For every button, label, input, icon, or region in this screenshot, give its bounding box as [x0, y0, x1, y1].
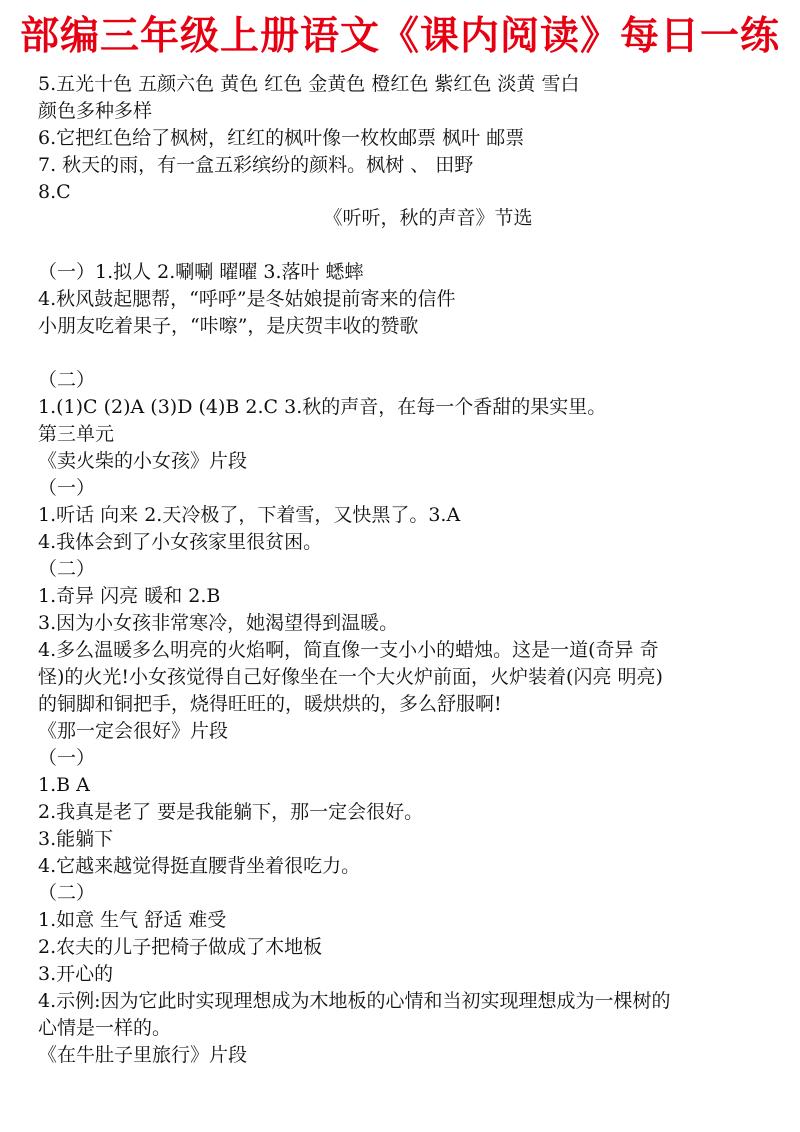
answer-line: （二） [38, 882, 96, 904]
section-heading: 《卖火柴的小女孩》片段 [38, 450, 248, 472]
answer-line: 7. 秋天的雨，有一盒五彩缤纷的颜料。枫树 、 田野 [38, 154, 474, 176]
answer-line: 2.我真是老了 要是我能躺下，那一定会很好。 [38, 801, 424, 823]
answer-line: 颜色多种多样 [38, 100, 153, 122]
answer-line: 1.(1)C (2)A (3)D (4)B 2.C 3.秋的声音，在每一个香甜的果实里。 [38, 396, 607, 418]
answer-line: 8.C [38, 181, 71, 203]
answer-line: （一）1.拟人 2.唰唰 曜曜 3.落叶 蟋蟀 [38, 261, 364, 283]
answer-line: （一） [38, 477, 96, 499]
answer-line: 4.多么温暖多么明亮的火焰啊，简直像一支小小的蜡烛。这是一道(奇异 奇 [38, 639, 659, 661]
answer-line: 3.因为小女孩非常寒冷，她渴望得到温暖。 [38, 612, 399, 634]
answer-line: 4.我体会到了小女孩家里很贫困。 [38, 531, 323, 553]
answer-line: 心情是一样的。 [38, 1017, 172, 1039]
answer-line: 4.秋风鼓起腮帮，“呼呼”是冬姑娘提前寄来的信件 [38, 288, 456, 310]
answer-line: 3.能躺下 [38, 828, 114, 850]
answer-line: 小朋友吃着果子，“咔嚓”，是庆贺丰收的赞歌 [38, 315, 419, 337]
document-title: 部编三年级上册语文《课内阅读》每日一练 [19, 13, 780, 59]
answer-line: 4.它越来越觉得挺直腰背坐着很吃力。 [38, 855, 361, 877]
answer-line: 1.B A [38, 774, 90, 796]
answer-line: （二） [38, 558, 96, 580]
answer-line: 怪)的火光!小女孩觉得自己好像坐在一个大火炉前面，火炉装着(闪亮 明亮) [38, 666, 663, 688]
answer-line: 3.开心的 [38, 963, 114, 985]
answer-line: （一） [38, 747, 96, 769]
answer-line: 6.它把红色给了枫树，红红的枫叶像一枚枚邮票 枫叶 邮票 [38, 127, 525, 149]
answer-line: 4.示例:因为它此时实现理想成为木地板的心情和当初实现理想成为一棵树的 [38, 990, 671, 1012]
section-heading: 《在牛肚子里旅行》片段 [38, 1044, 248, 1066]
answer-line: 的铜脚和铜把手，烧得旺旺的，暖烘烘的，多么舒服啊! [38, 693, 502, 715]
answer-line: 1.奇异 闪亮 暖和 2.B [38, 585, 221, 607]
answer-line: 5.五光十色 五颜六色 黄色 红色 金黄色 橙红色 紫红色 淡黄 雪白 [38, 73, 580, 95]
section-heading: 《听听，秋的声音》节选 [323, 207, 533, 229]
answer-line: 2.农夫的儿子把椅子做成了木地板 [38, 936, 323, 958]
section-heading: 《那一定会很好》片段 [38, 720, 229, 742]
answer-line: 1.如意 生气 舒适 难受 [38, 909, 227, 931]
answer-line: 1.听话 向来 2.天冷极了，下着雪，又快黑了。3.A [38, 504, 461, 526]
answer-line: （二） [38, 369, 96, 391]
answer-body [38, 0, 778, 1132]
unit-heading: 第三单元 [38, 423, 115, 445]
